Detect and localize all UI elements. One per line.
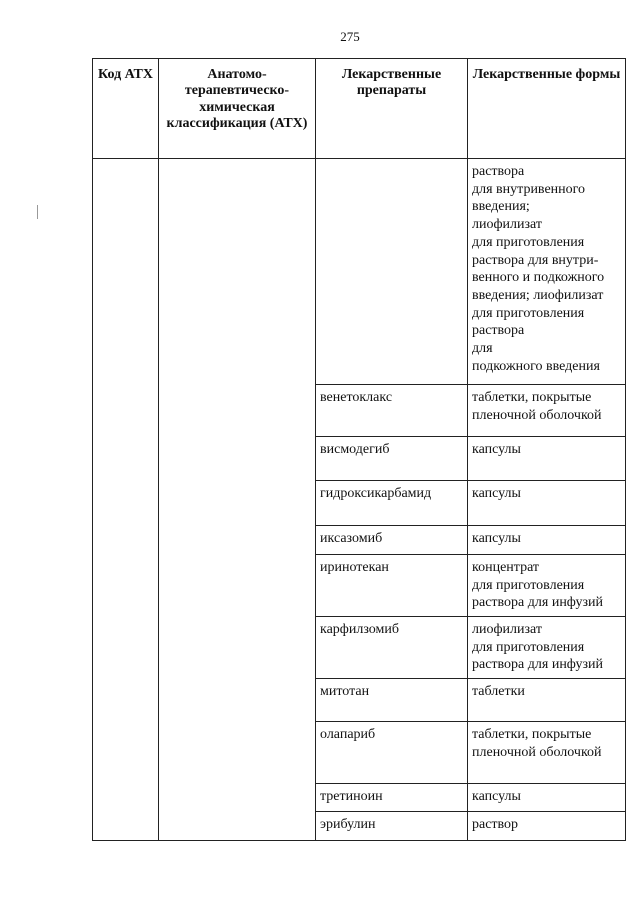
form-line: раствора для инфузий bbox=[472, 657, 604, 673]
form-line: раствор bbox=[472, 817, 519, 832]
drug-name: эрибулин bbox=[316, 812, 468, 841]
form-line: для приготовления bbox=[472, 577, 585, 593]
form-line: концентрат bbox=[472, 560, 540, 575]
form-line: для внутривенного bbox=[472, 181, 586, 197]
form-line: лиофилизат bbox=[472, 217, 543, 233]
drug-name: висмодегиб bbox=[316, 437, 468, 481]
form-line: венного и подкожного bbox=[472, 270, 605, 286]
drug-form bbox=[468, 784, 626, 812]
form-line: подкожного введения bbox=[472, 358, 600, 374]
page-number: 275 bbox=[340, 29, 360, 44]
drug-form bbox=[468, 679, 626, 722]
header-classification: Анатомо-терапевтическо-химическая классификация (АТХ) bbox=[159, 59, 316, 159]
drug-form bbox=[468, 812, 626, 841]
form-line: таблетки, покрытые bbox=[472, 727, 592, 742]
form-line: таблетки bbox=[472, 684, 525, 699]
header-row bbox=[93, 59, 626, 159]
drug-form bbox=[468, 526, 626, 555]
drug-name: иринотекан bbox=[316, 555, 468, 617]
form-line: для приготовления bbox=[472, 639, 585, 655]
drug-form bbox=[468, 385, 626, 437]
header-code: Код АТХ bbox=[93, 59, 159, 159]
form-line: раствора bbox=[472, 164, 525, 179]
form-line: для приготовления bbox=[472, 234, 585, 250]
form-line: раствора для инфузий bbox=[472, 595, 604, 611]
drug-form bbox=[468, 722, 626, 784]
form-line: капсулы bbox=[472, 789, 521, 804]
drug-form bbox=[468, 437, 626, 481]
form-line: капсулы bbox=[472, 531, 521, 546]
form-line: таблетки, покрытые bbox=[472, 390, 592, 405]
form-line: раствора для внутри- bbox=[472, 252, 599, 268]
form-line: для приготовления bbox=[472, 305, 585, 321]
form-line: раствора bbox=[472, 323, 525, 339]
continuation-row bbox=[93, 159, 626, 385]
drug-name: гидроксикарбамид bbox=[316, 481, 468, 526]
form-line: введения; лиофилизат bbox=[472, 287, 604, 303]
form-line: капсулы bbox=[472, 486, 521, 501]
form-line: лиофилизат bbox=[472, 622, 543, 637]
form-line: для bbox=[472, 341, 493, 357]
atx-table bbox=[92, 58, 626, 841]
form-line: пленочной оболочкой bbox=[472, 407, 602, 423]
form-cell bbox=[468, 159, 626, 385]
form-line: пленочной оболочкой bbox=[472, 744, 602, 760]
header-forms: Лекарственные формы bbox=[468, 59, 626, 159]
drug-form bbox=[468, 481, 626, 526]
drug-name: венетоклакс bbox=[316, 385, 468, 437]
header-drugs: Лекарственные препараты bbox=[316, 59, 468, 159]
drug-name: карфилзомиб bbox=[316, 617, 468, 679]
drug-form bbox=[468, 617, 626, 679]
drug-name: третиноин bbox=[316, 784, 468, 812]
form-line: капсулы bbox=[472, 442, 521, 457]
drug-name: митотан bbox=[316, 679, 468, 722]
form-line: введения; bbox=[472, 199, 530, 215]
drug-name: иксазомиб bbox=[316, 526, 468, 555]
drug-form bbox=[468, 555, 626, 617]
margin-mark bbox=[37, 205, 38, 219]
classification-cell bbox=[159, 159, 316, 841]
code-cell bbox=[93, 159, 159, 841]
drug-cell bbox=[316, 159, 468, 385]
drug-name: олапариб bbox=[316, 722, 468, 784]
